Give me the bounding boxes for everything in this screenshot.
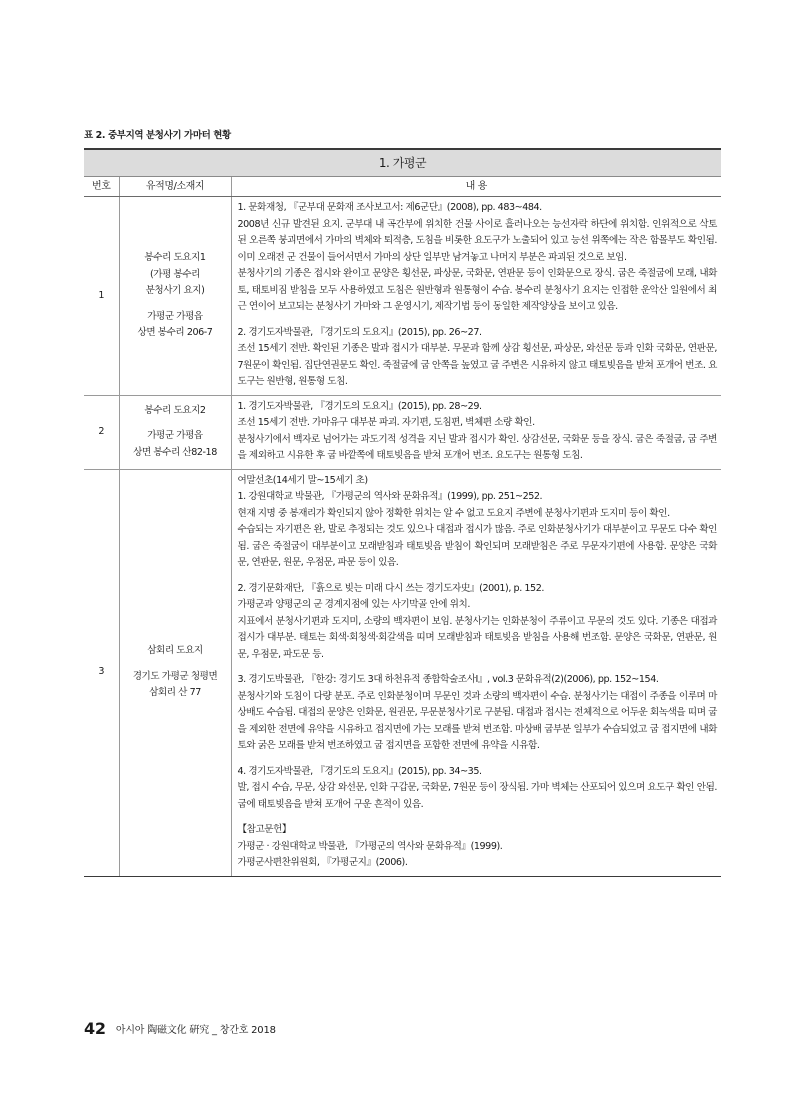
spacer (238, 813, 718, 822)
table-row (84, 395, 721, 469)
site-line: 봉수리 도요지2 (144, 404, 206, 416)
spacer (238, 755, 718, 764)
site-line: 상면 봉수리 206-7 (137, 327, 213, 338)
content-cell (231, 197, 721, 396)
content-paragraph: 여말선초(14세기 말~15세기 초) (237, 474, 368, 486)
page-number: 42 (84, 1019, 106, 1038)
content-paragraph: 수습되는 자기편은 완, 발로 추정되는 것도 있으나 대접과 접시가 많음. 주로 인화분청사기가 대부분이고 무문도 다수 확인됨. 굽은 죽절굽이 대부분이고 모래받침과 태토빚음 받침이 확인되며 모래받침은 주로 무문자기편에 사용함. 문양은 국화문, 연판문, 원문, 우점문, 파문 등이 있음. (237, 524, 717, 568)
site-line: 삼회리 산 77 (149, 687, 201, 699)
row-number: 3 (84, 469, 119, 876)
content-paragraph: 분청사기에서 백자로 넘어가는 과도기적 성격을 지닌 발과 접시가 확인. 상감선문, 국화문 등을 장식. 굽은 죽절굽, 굽 주변을 제외하고 시유한 후 굽 바깥쪽에 태토빚음을 받쳐 포개어 번조. 요도구는 원통형 도침. (237, 433, 717, 461)
content-paragraph: 현재 지명 중 봉재리가 확인되지 않아 정확한 위치는 알 수 없고 도요지 주변에 분청사기편과 도지미 등이 확인. (237, 507, 670, 519)
site-line: (가평 봉수리 (150, 268, 200, 280)
content-paragraph: 가평군사편찬위원회, 『가평군지』(2006). (237, 857, 408, 868)
site-line: 분청사기 요지) (145, 285, 205, 296)
site-cell (119, 469, 231, 876)
content-paragraph: 2. 경기도자박물관, 『경기도의 도요지』(2015), pp. 26~27. (237, 326, 482, 338)
site-line: 삼회리 도요지 (147, 645, 203, 657)
content-paragraph: 분청사기와 도침이 다량 분포. 주로 인화분청이며 무문인 것과 소량의 백자편이 수습. 분청사기는 대접이 주종을 이루며 마상배도 수습됨. 대접의 문양은 인화문, 원권문, 무문분청사기로 구분됨. 대접과 접시는 전체적으로 어두운 회녹색을 띠며 굽을 제외한 전면에 유약을 시유하고 접지면에 가는 모래를 받쳐 번조함. 마상배 굽부분 일부가 수습되었고 굽 접지면에 내화토와 굵은 모래를 받쳐 번조하였고 굽 접지면을 포함한 전면에 유약을 시유함. (237, 690, 717, 751)
content-paragraph: 1. 문화재청, 『군부대 문화재 조사보고서: 제6군단』(2008), pp. 483~484. (237, 202, 542, 213)
header-number: 번호 (84, 177, 119, 197)
content-paragraph: 1. 경기도자박물관, 『경기도의 도요지』(2015), pp. 28~29. (237, 400, 482, 412)
content-paragraph: 4. 경기도자박물관, 『경기도의 도요지』(2015), pp. 34~35. (237, 765, 482, 777)
region-header: 1. 가평군 (84, 149, 721, 177)
kiln-site-table (84, 148, 721, 877)
row-number: 2 (84, 395, 119, 469)
table-row (84, 197, 721, 396)
site-cell (119, 197, 231, 396)
journal-title: 아시아 陶磁文化 硏究 _ 창간호 2018 (115, 1025, 276, 1036)
content-paragraph: 【참고문헌】 (237, 824, 292, 835)
content-paragraph: 2008년 신규 발견된 요지. 군부대 내 곡간부에 위치한 건물 사이로 흘러나오는 능선자락 하단에 위치함. 인위적으로 삭토된 오른쪽 붕괴면에서 가마의 벽체와 퇴적층, 도침을 비롯한 요도구가 노출되어 있고 능선 위쪽에는 작은 함몰부도 확인됨. 이미 오래전 군 건물이 들어서면서 가마의 상단 일부만 남겨놓고 나머지 부분은 파괴된 것으로 보임. (237, 218, 717, 263)
header-content: 내 용 (231, 177, 721, 197)
spacer (238, 572, 718, 581)
header-site: 유적명/소재지 (119, 177, 231, 197)
site-cell (119, 395, 231, 469)
spacer (238, 663, 718, 672)
content-paragraph: 조선 15세기 전반. 가마유구 대부분 파괴. 자기편, 도침편, 벽체편 소량 확인. (237, 417, 535, 428)
row-number: 1 (84, 197, 119, 396)
spacer (238, 316, 718, 325)
site-line: 봉수리 도요지1 (144, 252, 206, 263)
column-header-row (84, 177, 721, 197)
content-cell (231, 395, 721, 469)
content-paragraph: 분청사기의 기종은 접시와 완이고 문양은 횡선문, 파상문, 국화문, 연판문 등이 인화문으로 장식. 굽은 죽절굽에 모래, 내화토, 태토비짐 받침을 모두 사용하였고 도침은 원반형과 원통형이 수습. 봉수리 분청사기 요지는 인접한 운악산 일원에서 최근 연이어 보고되는 분청사기 가마와 그 운영시기, 제작기법 등이 동일한 제작양상을 보이고 있음. (237, 268, 717, 312)
content-paragraph: 1. 강원대학교 박물관, 『가평군의 역사와 문화유적』(1999), pp. 251~252. (237, 491, 543, 502)
content-paragraph: 2. 경기문화재단, 『흙으로 빚는 미래 다시 쓰는 경기도자史』(2001), p. 152. (237, 582, 544, 594)
content-paragraph: 조선 15세기 전반. 확인된 기종은 발과 접시가 대부분. 무문과 함께 상감 횡선문, 파상문, 와선문 등과 인화 국화문, 연판문, 7원문이 확인됨. 집단연권문도 확인. 죽절굽에 굽 안쪽을 높였고 굽 주변은 시유하지 않고 태토빚음을 받쳐 포개어 번조. 요도구는 원반형, 원통형 도침. (237, 343, 717, 387)
table-row (84, 469, 721, 876)
site-line: 경기도 가평군 청평면 (132, 670, 218, 682)
content-paragraph: 발, 접시 수습, 무문, 상감 와선문, 인화 구갑문, 국화문, 7원문 등이 장식됨. 가마 벽체는 산포되어 있으며 요도구 확인 안됨. 굽에 태토빚음을 받쳐 포개어 구운 흔적이 있음. (237, 782, 717, 810)
table-caption: 표 2. 중부지역 분청사기 가마터 현황 (84, 130, 231, 141)
content-paragraph: 지표에서 분청사기편과 도지미, 소량의 백자편이 보임. 분청사기는 인화분청이 주류이고 무문의 것도 있다. 기종은 대접과 접시가 대부분. 태토는 회색·회청색·회갈색을 띠며 모래받침과 태토빚음 받침을 사용해 번조함. 문양은 국화문, 연판문, 원문, 우점문, 파도문 등. (237, 615, 717, 660)
site-line: 가평군 가평읍 (147, 430, 203, 442)
site-line: 가평군 가평읍 (147, 310, 203, 322)
spacer (120, 300, 231, 309)
spacer (120, 419, 231, 428)
spacer (120, 660, 231, 669)
content-cell (231, 469, 721, 876)
content-paragraph: 3. 경기도박물관, 『한강: 경기도 3대 하천유적 종합학술조사Ⅰ』, vol.3 문화유적(2)(2006), pp. 152~154. (237, 674, 659, 685)
site-line: 상면 봉수리 산82-18 (133, 446, 217, 458)
content-paragraph: 가평군과 양평군의 군 경계지점에 있는 사기막골 안에 위치. (237, 599, 470, 610)
page-footer (84, 1019, 276, 1038)
content-paragraph: 가평군 · 강원대학교 박물관, 『가평군의 역사와 문화유적』(1999). (237, 840, 503, 852)
